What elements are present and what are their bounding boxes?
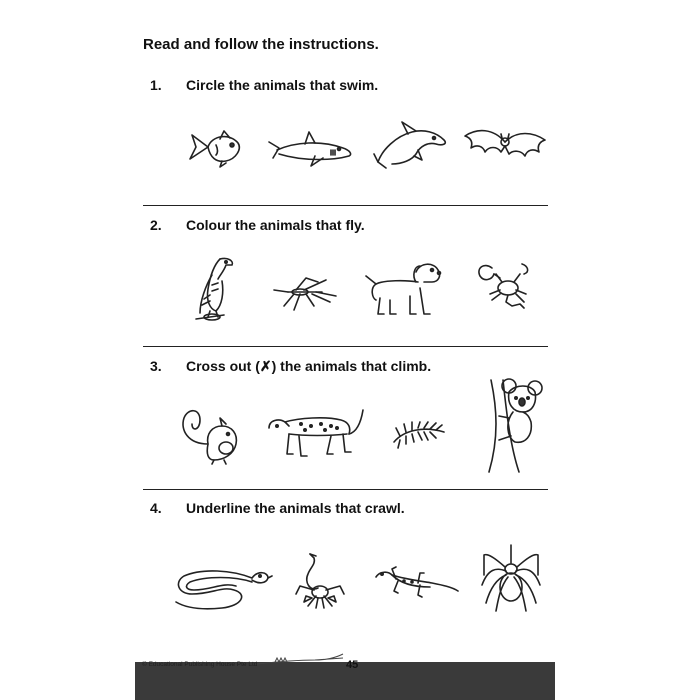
dolphin-illustration <box>372 120 452 170</box>
divider-line-1 <box>143 205 548 206</box>
question-3-text: Cross out (✗) the animals that climb. <box>186 358 432 374</box>
divider-line-3 <box>143 489 548 490</box>
puppy-illustration <box>362 258 444 318</box>
question-2-text: Colour the animals that fly. <box>186 217 365 233</box>
scorpion-illustration-2 <box>290 552 348 612</box>
question-3-number: 3. <box>150 358 162 374</box>
squirrel-illustration <box>178 404 248 466</box>
crocodile-decoration <box>255 652 345 668</box>
question-2-number: 2. <box>150 217 162 233</box>
goldfish-illustration <box>186 125 246 170</box>
divider-line-2 <box>143 346 548 347</box>
scorpion-illustration <box>472 260 532 312</box>
koala-illustration <box>485 378 545 474</box>
shark-illustration <box>265 128 355 170</box>
centipede-illustration <box>390 420 448 450</box>
worksheet-heading: Read and follow the instructions. <box>143 36 379 53</box>
eagle-illustration <box>190 255 238 323</box>
question-4-number: 4. <box>150 500 162 516</box>
question-4-text: Underline the animals that crawl. <box>186 500 405 516</box>
spider-illustration <box>480 545 542 615</box>
mosquito-illustration <box>270 272 338 312</box>
page-number: 45 <box>346 659 359 671</box>
copyright-text: © Educational Publishing House Pte Ltd <box>142 661 258 668</box>
question-1-number: 1. <box>150 77 162 93</box>
question-1-text: Circle the animals that swim. <box>186 77 379 93</box>
bat-illustration <box>463 122 548 164</box>
snake-illustration <box>172 562 272 614</box>
lizard-illustration <box>372 565 460 599</box>
leopard-illustration <box>265 402 367 462</box>
